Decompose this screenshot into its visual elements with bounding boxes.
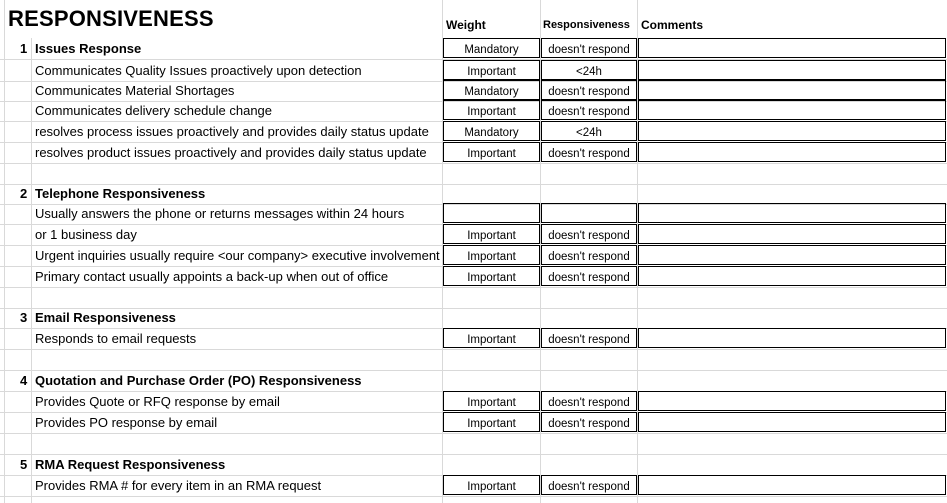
- table-row: [0, 121, 947, 143]
- criterion-label: or 1 business day: [35, 227, 137, 242]
- responsiveness-cell[interactable]: doesn't respond: [541, 80, 637, 100]
- weight-cell[interactable]: [443, 203, 540, 223]
- responsiveness-cell[interactable]: <24h: [541, 60, 637, 80]
- comments-cell[interactable]: [638, 100, 946, 120]
- responsiveness-cell[interactable]: doesn't respond: [541, 266, 637, 286]
- responsiveness-cell[interactable]: doesn't respond: [541, 100, 637, 120]
- criterion-label: Provides RMA # for every item in an RMA request: [35, 478, 322, 493]
- weight-cell[interactable]: Important: [443, 245, 540, 265]
- table-row: [0, 391, 947, 413]
- comments-cell[interactable]: [638, 60, 946, 80]
- responsiveness-cell[interactable]: doesn't respond: [541, 412, 637, 432]
- table-row: [0, 412, 947, 434]
- section-heading: Email Responsiveness: [35, 310, 176, 325]
- section-heading: Telephone Responsiveness: [35, 186, 206, 201]
- weight-header: Weight: [446, 18, 486, 32]
- criterion-label: Communicates Quality Issues proactively upon detection: [35, 63, 362, 78]
- section-number: 4: [20, 373, 28, 388]
- criterion-label: resolves process issues proactively and provides daily status update: [35, 124, 429, 139]
- section-number: 2: [20, 186, 28, 201]
- weight-cell[interactable]: Mandatory: [443, 80, 540, 100]
- comments-cell[interactable]: [638, 412, 946, 432]
- table-row: [0, 224, 947, 246]
- table-row: [0, 307, 947, 329]
- weight-cell[interactable]: Important: [443, 412, 540, 432]
- weight-cell[interactable]: Important: [443, 142, 540, 162]
- comments-cell[interactable]: [638, 391, 946, 411]
- weight-cell[interactable]: Important: [443, 100, 540, 120]
- section-number: 1: [20, 41, 28, 56]
- comments-cell[interactable]: [638, 328, 946, 348]
- table-row: [0, 266, 947, 288]
- weight-cell[interactable]: Important: [443, 224, 540, 244]
- comments-cell[interactable]: [638, 266, 946, 286]
- table-row: [0, 370, 947, 392]
- section-heading: Quotation and Purchase Order (PO) Responsiveness: [35, 373, 362, 388]
- table-row: [0, 454, 947, 476]
- table-row: [0, 80, 947, 102]
- criterion-label: Provides Quote or RFQ response by email: [35, 394, 280, 409]
- responsiveness-cell[interactable]: doesn't respond: [541, 328, 637, 348]
- table-row: [0, 142, 947, 164]
- table-row: [0, 163, 947, 185]
- responsiveness-cell[interactable]: doesn't respond: [541, 475, 637, 495]
- criterion-label: Usually answers the phone or returns messages within 24 hours: [35, 206, 405, 221]
- weight-cell[interactable]: Important: [443, 391, 540, 411]
- comments-header: Comments: [641, 18, 704, 32]
- weight-cell[interactable]: Mandatory: [443, 121, 540, 141]
- responsiveness-cell[interactable]: [541, 203, 637, 223]
- responsiveness-cell[interactable]: doesn't respond: [541, 245, 637, 265]
- criterion-label: Urgent inquiries usually require <our company> executive involvement: [35, 248, 440, 263]
- weight-cell[interactable]: Important: [443, 475, 540, 495]
- table-row: [0, 203, 947, 225]
- comments-cell[interactable]: [638, 203, 946, 223]
- comments-cell[interactable]: [638, 80, 946, 100]
- comments-cell[interactable]: [638, 245, 946, 265]
- table-row: [0, 60, 947, 82]
- table-row: [0, 433, 947, 455]
- responsiveness-cell[interactable]: doesn't respond: [541, 224, 637, 244]
- table-row: [0, 245, 947, 267]
- responsiveness-cell[interactable]: <24h: [541, 121, 637, 141]
- comments-cell[interactable]: [638, 142, 946, 162]
- table-row: [0, 100, 947, 122]
- criterion-label: Communicates delivery schedule change: [35, 103, 273, 118]
- comments-cell[interactable]: [638, 224, 946, 244]
- section-number: 5: [20, 457, 28, 472]
- criterion-label: Responds to email requests: [35, 331, 197, 346]
- criterion-label: Primary contact usually appoints a back-up when out of office: [35, 269, 389, 284]
- responsiveness-cell[interactable]: doesn't respond: [541, 38, 637, 58]
- responsiveness-header: Responsiveness: [543, 19, 630, 31]
- table-row: [0, 183, 947, 205]
- sheet-title: RESPONSIVENESS: [8, 6, 214, 31]
- comments-cell[interactable]: [638, 475, 946, 495]
- section-number: 3: [20, 310, 28, 325]
- table-row: [0, 287, 947, 309]
- responsiveness-cell[interactable]: doesn't respond: [541, 142, 637, 162]
- criterion-label: resolves product issues proactively and provides daily status update: [35, 145, 427, 160]
- weight-cell[interactable]: Mandatory: [443, 38, 540, 58]
- section-heading: Issues Response: [35, 41, 142, 56]
- weight-cell[interactable]: Important: [443, 60, 540, 80]
- table-row: [0, 328, 947, 350]
- comments-cell[interactable]: [638, 121, 946, 141]
- table-row: [0, 38, 947, 60]
- criterion-label: Provides PO response by email: [35, 415, 218, 430]
- table-row: [0, 349, 947, 371]
- responsiveness-cell[interactable]: doesn't respond: [541, 391, 637, 411]
- section-heading: RMA Request Responsiveness: [35, 457, 226, 472]
- weight-cell[interactable]: Important: [443, 328, 540, 348]
- table-row: [0, 475, 947, 497]
- weight-cell[interactable]: Important: [443, 266, 540, 286]
- criterion-label: Communicates Material Shortages: [35, 83, 235, 98]
- comments-cell[interactable]: [638, 38, 946, 58]
